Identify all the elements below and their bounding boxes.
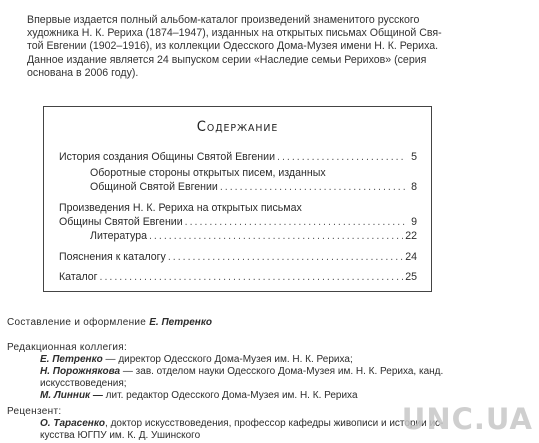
reviewer-name: О. Тарасенко xyxy=(40,418,106,429)
member-role: — зав. отделом науки Одесского Дома-Музея им. Н. К. Рериха, канд. xyxy=(120,366,444,377)
board-member xyxy=(7,390,443,402)
member-name: М. Линник — xyxy=(40,390,103,401)
toc-entry-title: Произведения Н. К. Рериха на открытых письмах xyxy=(59,202,302,214)
board-member xyxy=(7,354,443,366)
toc-entry xyxy=(90,230,417,244)
toc-entry xyxy=(90,167,417,194)
toc-entry-title: Пояснения к каталогу xyxy=(59,251,166,263)
watermark-logo: UNC.UA xyxy=(401,402,533,436)
toc-leader-dots xyxy=(277,151,405,165)
member-role: искусствоведения; xyxy=(40,378,127,389)
reviewer xyxy=(7,430,443,442)
toc-entry xyxy=(59,202,417,229)
member-name: Н. Порожнякова xyxy=(40,366,121,377)
compiled-by xyxy=(7,317,212,329)
toc-leader-dots xyxy=(100,271,404,285)
reviewer-role: кусства ЮГПУ им. К. Д. Ушинского xyxy=(40,430,201,441)
toc-leader-dots xyxy=(185,216,405,230)
intro-line: художника Н. К. Рериха (1874–1947), изданных на открытых письмах Общиной Свя- xyxy=(27,27,442,40)
board-member xyxy=(7,378,443,390)
intro-line: Впервые издается полный альбом-каталог произведений знаменитого русского xyxy=(27,14,420,26)
toc-page-number: 24 xyxy=(405,251,417,263)
toc-entry xyxy=(59,151,417,165)
toc-leader-dots xyxy=(168,251,403,265)
reviewer-label: Рецензент: xyxy=(7,406,62,417)
toc-entry-title: Литература xyxy=(90,230,147,242)
member-role: — директор Одесского Дома-Музея им. Н. К. Рериха; xyxy=(102,354,353,365)
toc-page-number: 9 xyxy=(411,215,417,228)
intro-line: основана в 2006 году). xyxy=(27,66,139,79)
toc-entry-title: Каталог xyxy=(59,271,98,283)
toc-entry xyxy=(59,251,417,265)
toc-leader-dots xyxy=(149,230,403,244)
compiled-label: Составление и оформление xyxy=(7,317,147,328)
table-of-contents xyxy=(43,106,432,292)
editorial-board xyxy=(7,342,443,402)
toc-page-number: 8 xyxy=(411,180,417,193)
toc-entry-title: Общиной Святой Евгении xyxy=(90,180,218,193)
reviewers xyxy=(7,406,443,442)
compiled-name: Е. Петренко xyxy=(149,317,213,328)
board-label: Редакционная коллегия: xyxy=(7,342,128,353)
toc-page-number: 5 xyxy=(411,151,417,163)
reviewer xyxy=(7,418,443,430)
toc-entry-title: Оборотные стороны открытых писем, изданных xyxy=(90,167,326,179)
toc-page-number: 22 xyxy=(405,230,417,242)
board-member xyxy=(7,366,443,378)
intro-line: той Евгении (1902–1916), из коллекции Одесского Дома-Музея имени Н. К. Рериха. xyxy=(27,40,439,53)
intro-line: Данное издание является 24 выпуском серии «Наследие семьи Рерихов» (серия xyxy=(27,53,427,66)
toc-entry-title: Общины Святой Евгении xyxy=(59,215,183,228)
intro-paragraph xyxy=(27,14,497,80)
reviewer-role: , доктор искусствоведения, профессор кафедры живописи и истории ис- xyxy=(105,418,444,429)
member-role: лит. редактор Одесского Дома-Музея им. Н. К. Рериха xyxy=(102,390,358,401)
member-name: Е. Петренко xyxy=(40,354,103,365)
toc-title: Содержание xyxy=(196,119,279,135)
toc-leader-dots xyxy=(220,181,405,195)
toc-entry xyxy=(59,271,417,285)
toc-page-number: 25 xyxy=(405,271,417,283)
toc-entry-title: История создания Общины Святой Евгении xyxy=(59,151,275,163)
